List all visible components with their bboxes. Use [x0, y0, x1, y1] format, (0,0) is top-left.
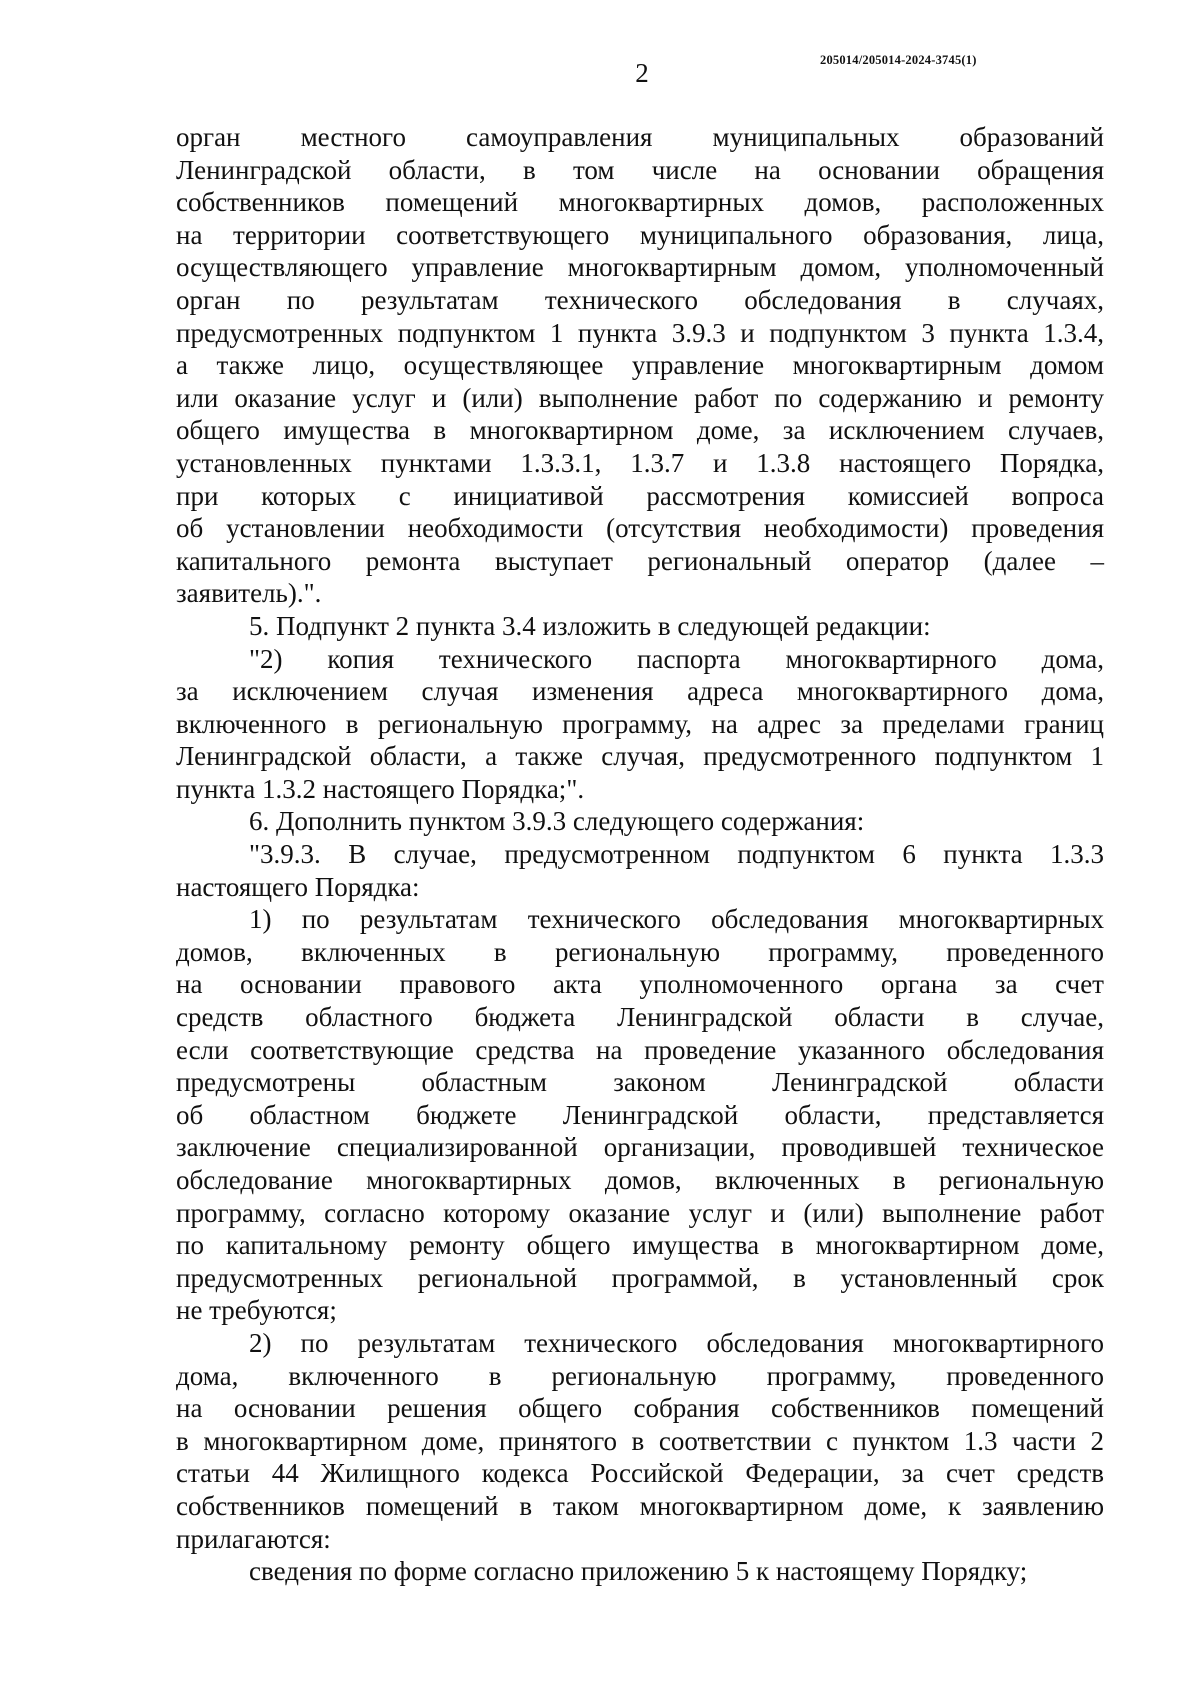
text-line: об областном бюджете Ленинградской области, представляется — [176, 1099, 1104, 1130]
text-line: заявитель).". — [176, 578, 322, 609]
text-line: по капитальному ремонту общего имущества в многоквартирном доме, — [176, 1230, 1104, 1261]
text-line: при которых с инициативой рассмотрения комиссией вопроса — [176, 480, 1104, 511]
text-line: установленных пунктами 1.3.3.1, 1.3.7 и 1.3.8 настоящего Порядка, — [176, 447, 1104, 478]
document-body — [176, 121, 1104, 1588]
text-line: статьи 44 Жилищного кодекса Российской Федерации, за счет средств — [176, 1458, 1104, 1489]
text-line: пункта 1.3.2 настоящего Порядка;". — [176, 773, 585, 804]
text-line: "2) копия технического паспорта многоквартирного дома, — [249, 643, 1104, 674]
text-line: за исключением случая изменения адреса многоквартирного дома, — [176, 676, 1104, 707]
text-line: орган местного самоуправления муниципальных образований — [176, 122, 1104, 152]
text-line: дома, включенного в региональную программу, проведенного — [176, 1360, 1104, 1391]
text-line: предусмотренных подпунктом 1 пункта 3.9.3 и подпунктом 3 пункта 1.3.4, — [176, 317, 1104, 348]
text-line: "3.9.3. В случае, предусмотренном подпунктом 6 пункта 1.3.3 — [249, 839, 1104, 870]
text-line: в многоквартирном доме, принятого в соответствии с пунктом 1.3 части 2 — [176, 1425, 1104, 1456]
text-line: настоящего Порядка: — [176, 871, 420, 902]
text-line: собственников помещений многоквартирных домов, расположенных — [176, 187, 1104, 218]
text-line: если соответствующие средства на проведение указанного обследования — [176, 1034, 1104, 1065]
text-line: орган по результатам технического обследования в случаях, — [176, 284, 1104, 315]
text-line: на основании решения общего собрания собственников помещений — [176, 1393, 1104, 1424]
text-line: средств областного бюджета Ленинградской области в случае, — [176, 1002, 1104, 1033]
text-line: домов, включенных в региональную программу, проведенного — [176, 936, 1104, 967]
text-line: 2) по результатам технического обследования многоквартирного — [249, 1327, 1104, 1358]
text-line: капитального ремонта выступает региональный оператор (далее – — [176, 545, 1104, 576]
document-id: 205014/205014-2024-3745(1) — [820, 53, 977, 67]
text-line: осуществляющего управление многоквартирным домом, уполномоченный — [176, 252, 1104, 283]
text-line: общего имущества в многоквартирном доме, за исключением случаев, — [176, 415, 1104, 446]
text-line: а также лицо, осуществляющее управление многоквартирным домом — [176, 350, 1104, 381]
text-line: 1) по результатам технического обследования многоквартирных — [249, 904, 1104, 935]
text-line: Ленинградской области, а также случая, предусмотренного подпунктом 1 — [176, 741, 1104, 772]
text-line: заключение специализированной организации, проводившей техническое — [176, 1132, 1104, 1163]
text-line: включенного в региональную программу, на адрес за пределами границ — [176, 708, 1104, 739]
text-line: об установлении необходимости (отсутствия необходимости) проведения — [176, 513, 1104, 544]
text-line: 5. Подпункт 2 пункта 3.4 изложить в следующей редакции: — [249, 610, 931, 641]
text-line: или оказание услуг и (или) выполнение работ по содержанию и ремонту — [176, 382, 1104, 413]
text-line: на основании правового акта уполномоченного органа за счет — [176, 969, 1104, 1000]
text-line: сведения по форме согласно приложению 5 к настоящему Порядку; — [249, 1556, 1028, 1587]
text-line: Ленинградской области, в том числе на основании обращения — [176, 154, 1104, 185]
text-line: 6. Дополнить пунктом 3.9.3 следующего содержания: — [249, 806, 865, 837]
text-line: программу, согласно которому оказание услуг и (или) выполнение работ — [176, 1197, 1104, 1228]
text-line: собственников помещений в таком многоквартирном доме, к заявлению — [176, 1490, 1104, 1521]
text-line: на территории соответствующего муниципального образования, лица, — [176, 219, 1104, 250]
text-line: обследование многоквартирных домов, включенных в региональную — [176, 1165, 1104, 1195]
page-number: 2 — [635, 58, 649, 88]
text-line: прилагаются: — [176, 1523, 331, 1554]
text-line: предусмотренных региональной программой, в установленный срок — [176, 1262, 1104, 1293]
text-line: не требуются; — [176, 1295, 337, 1326]
text-line: предусмотрены областным законом Ленинградской области — [176, 1067, 1104, 1098]
